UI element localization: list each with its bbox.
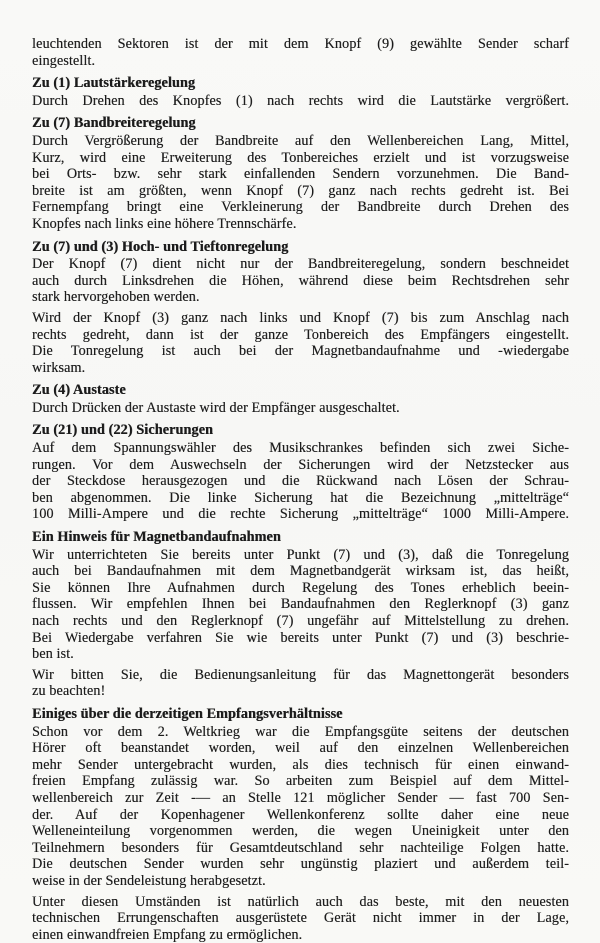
text-line: Schon vor dem 2. Weltkrieg war die Empfangsgüte seitens der deutschen bbox=[32, 724, 569, 741]
text-line: Durch Drücken der Austaste wird der Empfänger ausgeschaltet. bbox=[32, 400, 569, 417]
text-line: leuchtenden Sektoren ist der mit dem Knopf (9) gewählte Sender scharf bbox=[32, 36, 569, 53]
paragraph bbox=[32, 547, 569, 663]
text-line: auch durch Linksdrehen die Höhen, während diese beim Rechtsdrehen sehr bbox=[32, 273, 569, 290]
paragraph bbox=[32, 440, 569, 523]
text-line: eingestellt. bbox=[32, 53, 569, 70]
text-line: mehr Sender untergebracht wurden, als dies technisch für einen einwand- bbox=[32, 757, 569, 774]
text-line: ben abgenommen. Die linke Sicherung hat die Bezeichnung „mittelträge“ bbox=[32, 490, 569, 507]
text-line: ben ist. bbox=[32, 646, 569, 663]
paragraph bbox=[32, 256, 569, 306]
text-line: Der Knopf (7) dient nicht nur der Bandbreiteregelung, sondern beschneidet bbox=[32, 256, 569, 273]
text-line: Kurz, wird eine Erweiterung des Tonbereiches erzielt und ist vorzugsweise bbox=[32, 150, 569, 167]
text-line: Unter diesen Umständen ist natürlich auch das beste, mit den neuesten bbox=[32, 894, 569, 911]
section-heading: Zu (21) und (22) Sicherungen bbox=[32, 422, 569, 439]
text-line: Durch Vergrößerung der Bandbreite auf den Wellenbereichen Lang, Mittel, bbox=[32, 133, 569, 150]
text-line: technischen Errungenschaften ausgerüstete Gerät nicht immer in der Lage, bbox=[32, 910, 569, 927]
text-line: wellenbereich zur Zeit -— an Stelle 121 möglicher Sender — fast 700 Sen- bbox=[32, 790, 569, 807]
text-line: freien Empfang zulässig war. So arbeiten zum Beispiel auf dem Mittel- bbox=[32, 773, 569, 790]
paragraph bbox=[32, 310, 569, 376]
paragraph bbox=[32, 400, 569, 417]
text-line: Teilnehmern besonders für Gesamtdeutschland sehr nachteilige Folgen hatte. bbox=[32, 840, 569, 857]
text-line: flussen. Wir empfehlen Ihnen bei Bandaufnahmen den Reglerknopf (3) ganz bbox=[32, 596, 569, 613]
text-line: Durch Drehen des Knopfes (1) nach rechts wird die Lautstärke vergrößert. bbox=[32, 93, 569, 110]
paragraph bbox=[32, 894, 569, 943]
text-line: Auf dem Spannungswähler des Musikschrankes befinden sich zwei Siche- bbox=[32, 440, 569, 457]
text-line: rechts gedreht, dann ist der ganze Tonbereich des Empfängers eingestellt. bbox=[32, 327, 569, 344]
text-line: Wir bitten Sie, die Bedienungsanleitung für das Magnettongerät besonders bbox=[32, 667, 569, 684]
text-line: der Steckdose herausgezogen und die Rückwand nach Lösen der Schrau- bbox=[32, 473, 569, 490]
section-heading: Zu (7) und (3) Hoch- und Tieftonregelung bbox=[32, 239, 569, 256]
text-line: Hörer oft beanstandet worden, weil auf den einzelnen Wellenbereichen bbox=[32, 740, 569, 757]
text-line: Knopfes nach links eine höhere Trennschärfe. bbox=[32, 216, 569, 233]
text-line: 100 Milli-Ampere und die rechte Sicherung „mittelträge“ 1000 Milli-Ampere. bbox=[32, 506, 569, 523]
text-line: der. Auf der Kopenhagener Wellenkonferenz sollte daher eine neue bbox=[32, 807, 569, 824]
text-line: rungen. Vor dem Auswechseln der Sicherungen wird der Netzstecker aus bbox=[32, 457, 569, 474]
section-heading: Ein Hinweis für Magnetbandaufnahmen bbox=[32, 529, 569, 546]
text-line: stark hervorgehoben werden. bbox=[32, 289, 569, 306]
section-heading: Zu (7) Bandbreiteregelung bbox=[32, 115, 569, 132]
text-line: Sie können Ihre Aufnahmen durch Regelung des Tones erheblich beein- bbox=[32, 580, 569, 597]
section-heading: Zu (1) Lautstärkeregelung bbox=[32, 75, 569, 92]
section-heading: Zu (4) Austaste bbox=[32, 382, 569, 399]
paragraph bbox=[32, 133, 569, 233]
section-heading: Einiges über die derzeitigen Empfangsverhältnisse bbox=[32, 706, 569, 723]
text-line: weise in der Sendeleistung herabgesetzt. bbox=[32, 873, 569, 890]
text-line: breite ist am größten, wenn Knopf (7) ganz nach rechts gedreht ist. Bei bbox=[32, 183, 569, 200]
document-body bbox=[32, 36, 569, 943]
text-line: einen einwandfreien Empfang zu ermöglichen. bbox=[32, 927, 569, 943]
text-line: Wird der Knopf (3) ganz nach links und Knopf (7) bis zum Anschlag nach bbox=[32, 310, 569, 327]
paragraph bbox=[32, 93, 569, 110]
text-line: Welleneinteilung vorgenommen werden, die wegen Uneinigkeit unter den bbox=[32, 823, 569, 840]
text-line: wirksam. bbox=[32, 360, 569, 377]
text-line: bei Orts- bzw. sehr stark einfallenden Sendern vorzunehmen. Die Band- bbox=[32, 166, 569, 183]
text-line: Wir unterrichteten Sie bereits unter Punkt (7) und (3), daß die Tonregelung bbox=[32, 547, 569, 564]
text-line: Die Tonregelung ist auch bei der Magnetbandaufnahme und -wiedergabe bbox=[32, 343, 569, 360]
text-line: Bei Wiedergabe verfahren Sie wie bereits unter Punkt (7) und (3) beschrie- bbox=[32, 630, 569, 647]
text-line: Die deutschen Sender wurden sehr ungünstig plaziert und außerdem teil- bbox=[32, 856, 569, 873]
paragraph bbox=[32, 36, 569, 69]
paragraph bbox=[32, 667, 569, 700]
text-line: Fernempfang bringt eine Verkleinerung der Bandbreite durch Drehen des bbox=[32, 199, 569, 216]
text-line: auch bei Bandaufnahmen mit dem Magnetbandgerät wirksam ist, das heißt, bbox=[32, 563, 569, 580]
text-line: nach rechts und den Reglerknopf (7) ungefähr auf Mittelstellung zu drehen. bbox=[32, 613, 569, 630]
paragraph bbox=[32, 724, 569, 890]
text-line: zu beachten! bbox=[32, 683, 569, 700]
